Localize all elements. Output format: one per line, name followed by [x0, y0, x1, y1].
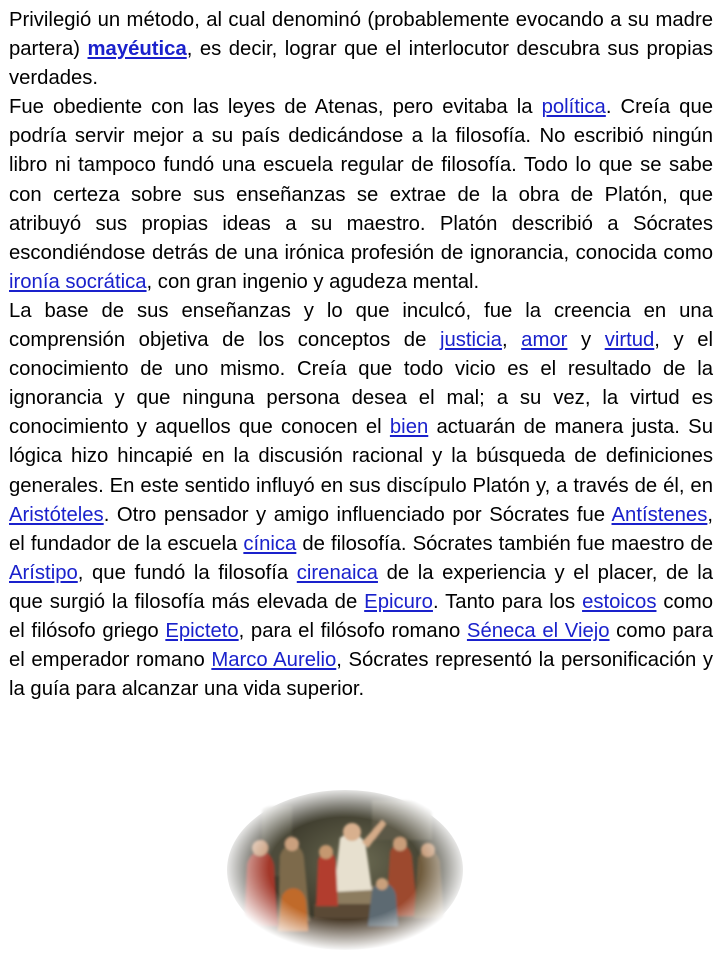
paragraph-text: Fue obediente con las leyes de Atenas, pero evitaba la [9, 96, 542, 119]
link-estoicos[interactable]: estoicos [582, 590, 657, 613]
painting-image [222, 786, 468, 951]
paragraph-1 [9, 6, 713, 93]
paragraph-text: , [501, 329, 522, 352]
link-virtud[interactable]: virtud [604, 329, 655, 352]
paragraph-2 [9, 93, 713, 297]
paragraph-text: , Sócrates representó la personificación y la guía para alcanzar una vida superior. [9, 649, 713, 701]
paragraph-text: . Creía que podría servir mejor a su país dedicándose a la filosofía. No escribió ningún libro ni tampoco fundó una escuela regular de filosofía. Todo lo que se sabe con certeza sobre sus enseñanzas se extrae de la obra de Platón, que atribuyó sus propias ideas a su maestro. Platón describió a Sócrates escondiéndose detrás de una irónica profesión de ignorancia, conocida como [9, 96, 714, 264]
link-amor[interactable]: amor [521, 329, 568, 352]
link-ironia-socratica[interactable]: ironía socrática [9, 270, 147, 293]
paragraph-text: La base de sus enseñanzas y lo que inculcó, fue la creencia en una comprensión objetiva de los conceptos de [9, 299, 713, 352]
link-cinica[interactable]: cínica [243, 532, 297, 555]
link-aristoteles[interactable]: Aristóteles [9, 503, 104, 526]
painting-vignette [222, 786, 468, 951]
link-mayeutica[interactable]: mayéutica [87, 38, 187, 61]
article-body [9, 6, 713, 704]
paragraph-3 [9, 297, 713, 704]
link-marco-aurelio[interactable]: Marco Aurelio [211, 649, 337, 672]
paragraph-text: , que fundó la filosofía [77, 561, 297, 584]
link-epicuro[interactable]: Epicuro [364, 590, 433, 613]
paragraph-text: , con gran ingenio y agudeza mental. [146, 270, 480, 293]
paragraph-text: Privilegió un método, al cual denominó (probablemente evocando a su madre partera) [9, 9, 713, 61]
link-cirenaica[interactable]: cirenaica [296, 561, 378, 584]
paragraph-text: , para el filósofo romano [238, 619, 467, 642]
paragraph-text: de filosofía. Sócrates también fue maestro de [296, 532, 713, 555]
paragraph-text: y [567, 329, 605, 352]
paragraph-text: de la experiencia y el placer, de la que surgió la filosofía más elevada de [9, 561, 713, 613]
link-seneca-el-viejo[interactable]: Séneca el Viejo [466, 619, 610, 642]
link-justicia[interactable]: justicia [439, 329, 502, 352]
paragraph-text: , y el conocimiento de uno mismo. Creía que todo vicio es el resultado de la ignorancia y que ninguna persona desea el mal; a su vez, la virtud es conocimiento y aquellos que conocen el [9, 329, 713, 439]
link-aristipo[interactable]: Arístipo [9, 561, 78, 584]
paragraph-text: actuarán de manera justa. Su lógica hizo hincapié en la discusión racional y la búsqueda de definiciones generales. En este sentido influyó en sus discípulo Platón y, a través de él, en [9, 416, 713, 497]
paragraph-text: como el filósofo griego [9, 590, 713, 642]
link-bien[interactable]: bien [389, 416, 429, 439]
paragraph-text: . Tanto para los [432, 590, 583, 613]
paragraph-text: , es decir, lograr que el interlocutor descubra sus propias verdades. [9, 38, 713, 90]
death-of-socrates-painting [222, 786, 468, 951]
paragraph-text: como para el emperador romano [9, 619, 713, 672]
link-politica[interactable]: política [541, 96, 606, 119]
paragraph-text: , el fundador de la escuela [9, 503, 713, 555]
paragraph-text: . Otro pensador y amigo influenciado por Sócrates fue [103, 503, 612, 526]
link-epicteto[interactable]: Epicteto [165, 619, 239, 642]
link-antistenes[interactable]: Antístenes [611, 503, 708, 526]
